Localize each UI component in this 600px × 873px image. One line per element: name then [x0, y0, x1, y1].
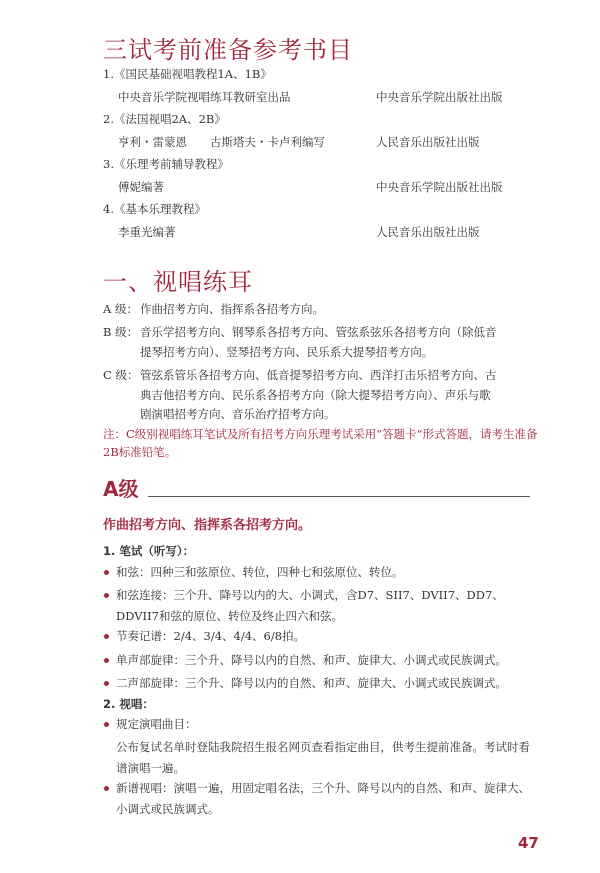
list-item: 新谱视唱：演唱一遍，用固定唱名法，三个升、降号以内的自然、和声、旋律大、小调式或民族调式。 [116, 781, 530, 816]
part-1-heading: 1. 笔试（听写）： [103, 544, 195, 558]
booklist-title: 三试考前准备参考书目 [103, 36, 353, 64]
book-2-publisher: 人民音乐出版社出版 [376, 135, 480, 149]
level-b-line-2: 提琴招考方向）、竖琴招考方向、民乐系大提琴招考方向。 [140, 345, 434, 359]
book-1-title: 1.《国民基础视唱教程1A、1B》 [103, 67, 272, 81]
level-c-line-1: 管弦系管乐各招考方向、低音提琴招考方向、西洋打击乐招考方向、古 [140, 368, 497, 382]
book-2-author: 亨利・雷蒙恩 古斯塔夫・卡卢利编写 [118, 135, 325, 149]
heading-rule [148, 496, 530, 497]
bullet-icon [104, 722, 109, 727]
book-1-publisher: 中央音乐学院出版社出版 [376, 90, 503, 104]
bullet-icon [104, 658, 109, 663]
level-a-heading: A级 [103, 477, 139, 501]
book-1-author: 中央音乐学院视唱练耳教研室出品 [118, 90, 291, 104]
note-text: 注：C级别视唱练耳笔试及所有招考方向乐理考试采用“答题卡”形式答题，请考生准备2B标准铅笔。 [103, 427, 538, 459]
level-c-line-3: 剧演唱招考方向、音乐治疗招考方向。 [140, 407, 336, 421]
list-item: 和弦连接：三个升、降号以内的大、小调式，含D7、SII7、DVII7、DD7、DDVII7和弦的原位、转位及终止四六和弦。 [116, 588, 504, 623]
bullet-icon [104, 786, 109, 791]
level-c-label: C 级： [103, 368, 139, 382]
part-2-heading: 2. 视唱： [103, 697, 154, 711]
level-c-line-2: 典吉他招考方向、民乐系各招考方向（除大提琴招考方向）、声乐与歌 [140, 388, 491, 402]
bullet-icon [104, 593, 109, 598]
book-3-title: 3.《乐理考前辅导教程》 [103, 157, 229, 171]
list-item: 二声部旋律：三个升、降号以内的自然、和声、旋律大、小调式或民族调式。 [116, 676, 507, 690]
book-3-publisher: 中央音乐学院出版社出版 [376, 180, 503, 194]
list-item-detail: 公布复试名单时登陆我院招生报名网页查看指定曲目，供考生提前准备。考试时看谱演唱一遍。 [116, 740, 530, 775]
list-item: 和弦：四种三和弦原位、转位，四种七和弦原位、转位。 [116, 565, 404, 579]
level-a-line-1: 作曲招考方向、指挥系各招考方向。 [140, 302, 324, 316]
level-a-subheading: 作曲招考方向、指挥系各招考方向。 [103, 518, 312, 533]
level-b-label: B 级： [103, 325, 139, 339]
level-b-line-1: 音乐学招考方向、钢琴系各招考方向、管弦系弦乐各招考方向（除低音 [140, 325, 497, 339]
section-title: 一、视唱练耳 [103, 268, 253, 296]
bullet-icon [104, 570, 109, 575]
book-4-title: 4.《基本乐理教程》 [103, 202, 206, 216]
level-a-label: A 级： [103, 302, 138, 316]
book-2-title: 2.《法国视唱2A、2B》 [103, 112, 226, 126]
bullet-icon [104, 634, 109, 639]
bullet-icon [104, 681, 109, 686]
book-4-publisher: 人民音乐出版社出版 [376, 225, 480, 239]
book-4-author: 李重光编著 [118, 225, 176, 239]
book-3-author: 傅妮编著 [118, 180, 164, 194]
list-item: 节奏记谱：2/4、3/4、4/4、6/8拍。 [116, 629, 306, 643]
list-item: 规定演唱曲目： [116, 717, 197, 731]
page-number: 47 [518, 834, 539, 852]
list-item: 单声部旋律：三个升、降号以内的自然、和声、旋律大、小调式或民族调式。 [116, 653, 507, 667]
